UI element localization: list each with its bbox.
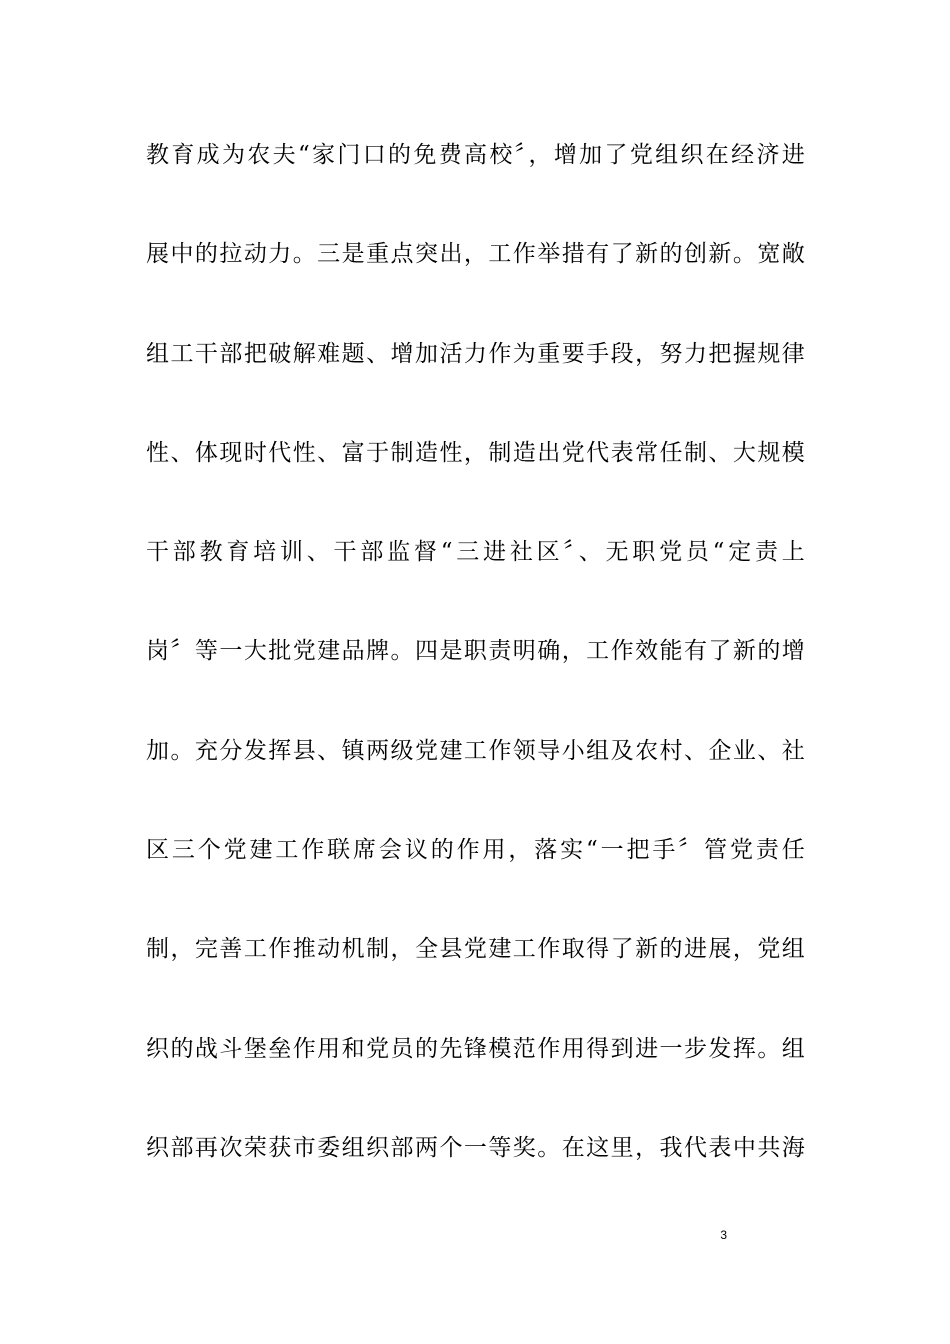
- text-line: 教育成为农夫“家门口的免费高校〞，增加了党组织在经济进: [146, 142, 806, 168]
- text-line: 岗〞等一大批党建品牌。四是职责明确，工作效能有了新的增: [146, 638, 806, 665]
- text-line: 织部再次荣获市委组织部两个一等奖。在这里，我代表中共海: [146, 1134, 806, 1161]
- text-line: 制，完善工作推动机制，全县党建工作取得了新的进展，党组: [146, 936, 806, 963]
- text-line: 组工干部把破解难题、增加活力作为重要手段，努力把握规律: [146, 340, 806, 367]
- text-line: 区三个党建工作联席会议的作用，落实“一把手〞管党责任: [146, 837, 806, 864]
- page-number: 3: [720, 1228, 727, 1242]
- text-line: 加。充分发挥县、镇两级党建工作领导小组及农村、企业、社: [146, 737, 806, 764]
- text-line: 性、体现时代性、富于制造性，制造出党代表常任制、大规模: [146, 439, 806, 466]
- text-line: 织的战斗堡垒作用和党员的先锋模范作用得到进一步发挥。组: [146, 1035, 806, 1062]
- body-text: [146, 130, 806, 1222]
- text-line: 干部教育培训、干部监督“三进社区〞、无职党员“定责上: [146, 539, 806, 566]
- text-line: 展中的拉动力。三是重点突出，工作举措有了新的创新。宽敞: [146, 241, 806, 268]
